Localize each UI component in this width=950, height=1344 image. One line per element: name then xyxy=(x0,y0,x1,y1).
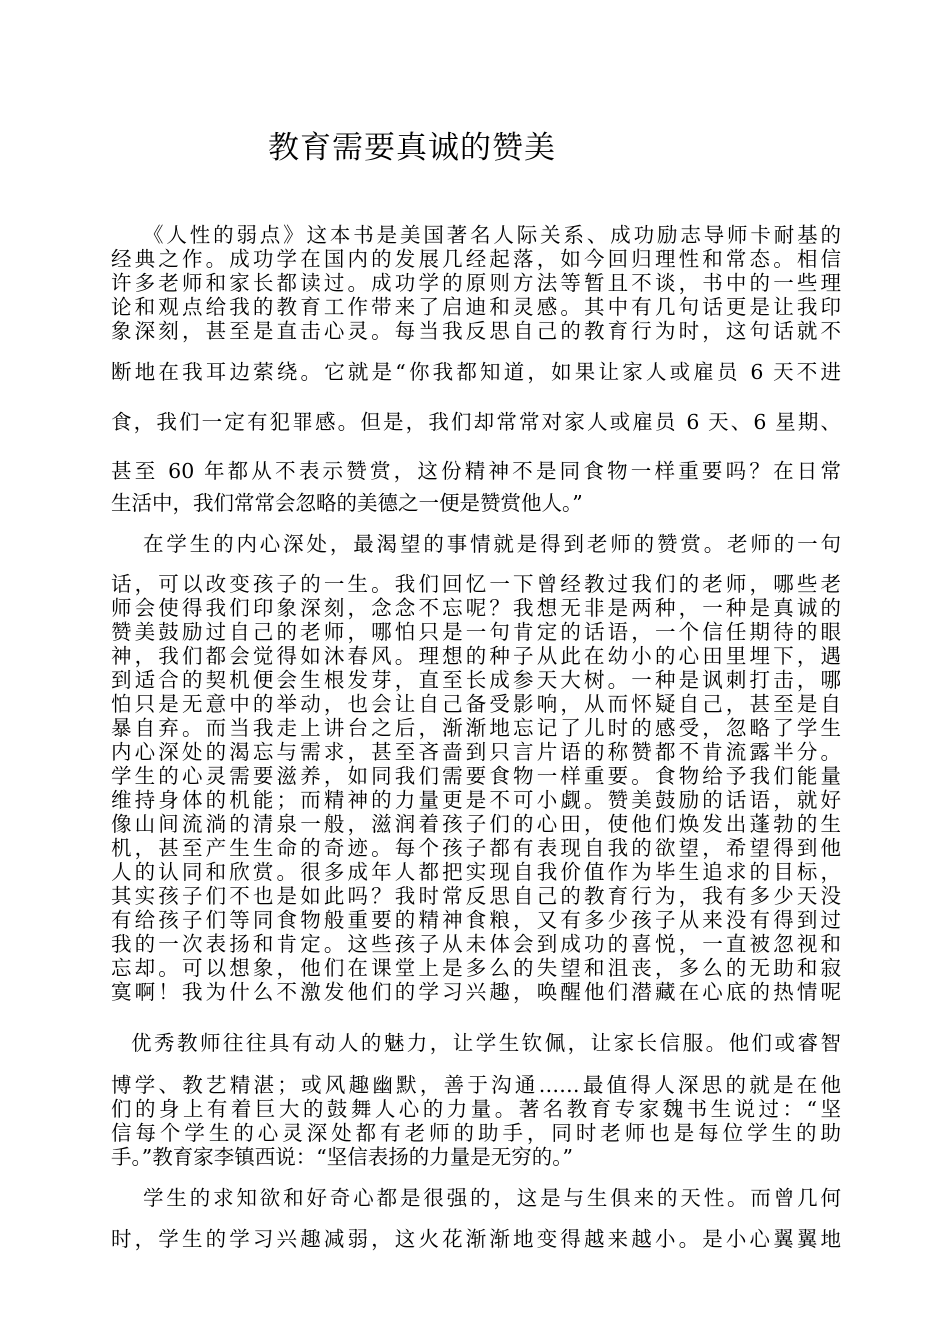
paragraph-line: 们的身上有着巨大的鼓舞人心的力量。著名教育专家魏书生说过：“坚 xyxy=(111,1097,841,1121)
paragraph-line: 到适合的契机便会生根发芽，直至长成参天大树。一种是讽刺打击，哪 xyxy=(111,668,841,692)
paragraph-line: 人的认同和欣赏。很多成年人都把实现自我价值作为毕生追求的目标， xyxy=(111,860,841,884)
paragraph-line: 经典之作。成功学在国内的发展几经起落，如今回归理性和常态。相信 xyxy=(111,247,841,271)
paragraph-line: 师会使得我们印象深刻，念念不忘呢？我想无非是两种，一种是真诚的 xyxy=(111,596,841,620)
paragraph-line: 《人性的弱点》这本书是美国著名人际关系、成功励志导师卡耐基的 xyxy=(143,223,841,247)
paragraph-line: 怕只是无意中的举动，也会让自己备受影响，从而怀疑自己，甚至是自 xyxy=(111,692,841,716)
paragraph-line: 暴自弃。而当我走上讲台之后，渐渐地忘记了儿时的感受，忽略了学生 xyxy=(111,716,841,740)
paragraph-line: 生活中，我们常常会忽略的美德之一便是赞赏他人。” xyxy=(111,491,583,515)
paragraph-line: 忘却。可以想象，他们在课堂上是多么的失望和沮丧，多么的无助和寂 xyxy=(111,956,841,980)
paragraph-line: 神，我们都会觉得如沐春风。理想的种子从此在幼小的心田里埋下，遇 xyxy=(111,644,841,668)
paragraph-line: 断地在我耳边萦绕。它就是“你我都知道，如果让家人或雇员 6 天不进 xyxy=(111,360,841,384)
paragraph-line: 优秀教师往往具有动人的魅力，让学生钦佩，让家长信服。他们或睿智 xyxy=(131,1031,841,1055)
paragraph-line: 时，学生的学习兴趣减弱，这火花渐渐地变得越来越小。是小心翼翼地 xyxy=(111,1227,841,1251)
paragraph-line: 食，我们一定有犯罪感。但是，我们却常常对家人或雇员 6 天、6 星期、 xyxy=(111,410,841,434)
paragraph-line: 信每个学生的心灵深处都有老师的助手，同时老师也是每位学生的助 xyxy=(111,1121,841,1145)
paragraph-line: 有给孩子们等同食物般重要的精神食粮，又有多少孩子从来没有得到过 xyxy=(111,908,841,932)
paragraph-line: 我的一次表扬和肯定。这些孩子从未体会到成功的喜悦，一直被忽视和 xyxy=(111,932,841,956)
paragraph-line: 许多老师和家长都读过。成功学的原则方法等暂且不谈，书中的一些理 xyxy=(111,271,841,295)
paragraph-line: 象深刻，甚至是直击心灵。每当我反思自己的教育行为时，这句话就不 xyxy=(111,319,841,343)
paragraph-line: 学生的心灵需要滋养，如同我们需要食物一样重要。食物给予我们能量 xyxy=(111,764,841,788)
paragraph-line: 甚至 60 年都从不表示赞赏，这份精神不是同食物一样重要吗？在日常 xyxy=(111,459,841,483)
document-title: 教育需要真诚的赞美 xyxy=(268,130,556,166)
paragraph-line: 寞啊！我为什么不激发他们的学习兴趣，唤醒他们潜藏在心底的热情呢 xyxy=(111,980,841,1004)
paragraph-line: 像山间流淌的清泉一般，滋润着孩子们的心田，使他们焕发出蓬勃的生 xyxy=(111,812,841,836)
paragraph-line: 赞美鼓励过自己的老师，哪怕只是一句肯定的话语，一个信任期待的眼 xyxy=(111,620,841,644)
paragraph-line: 维持身体的机能；而精神的力量更是不可小觑。赞美鼓励的话语，就好 xyxy=(111,788,841,812)
paragraph-line: 机，甚至产生生命的奇迹。每个孩子都有表现自我的欲望，希望得到他 xyxy=(111,836,841,860)
paragraph-line: 博学、教艺精湛；或风趣幽默，善于沟通……最值得人深思的就是在他 xyxy=(111,1073,841,1097)
paragraph-line: 其实孩子们不也是如此吗？我时常反思自己的教育行为，我有多少天没 xyxy=(111,884,841,908)
paragraph-line: 在学生的内心深处，最渴望的事情就是得到老师的赞赏。老师的一句 xyxy=(143,532,841,556)
paragraph-line: 学生的求知欲和好奇心都是很强的，这是与生俱来的天性。而曾几何 xyxy=(143,1186,841,1210)
paragraph-line: 手。”教育家李镇西说：“坚信表扬的力量是无穷的。” xyxy=(111,1145,573,1169)
paragraph-line: 论和观点给我的教育工作带来了启迪和灵感。其中有几句话更是让我印 xyxy=(111,295,841,319)
paragraph-line: 话，可以改变孩子的一生。我们回忆一下曾经教过我们的老师，哪些老 xyxy=(111,572,841,596)
paragraph-line: 内心深处的渴忘与需求，甚至吝啬到只言片语的称赞都不肯流露半分。 xyxy=(111,740,841,764)
